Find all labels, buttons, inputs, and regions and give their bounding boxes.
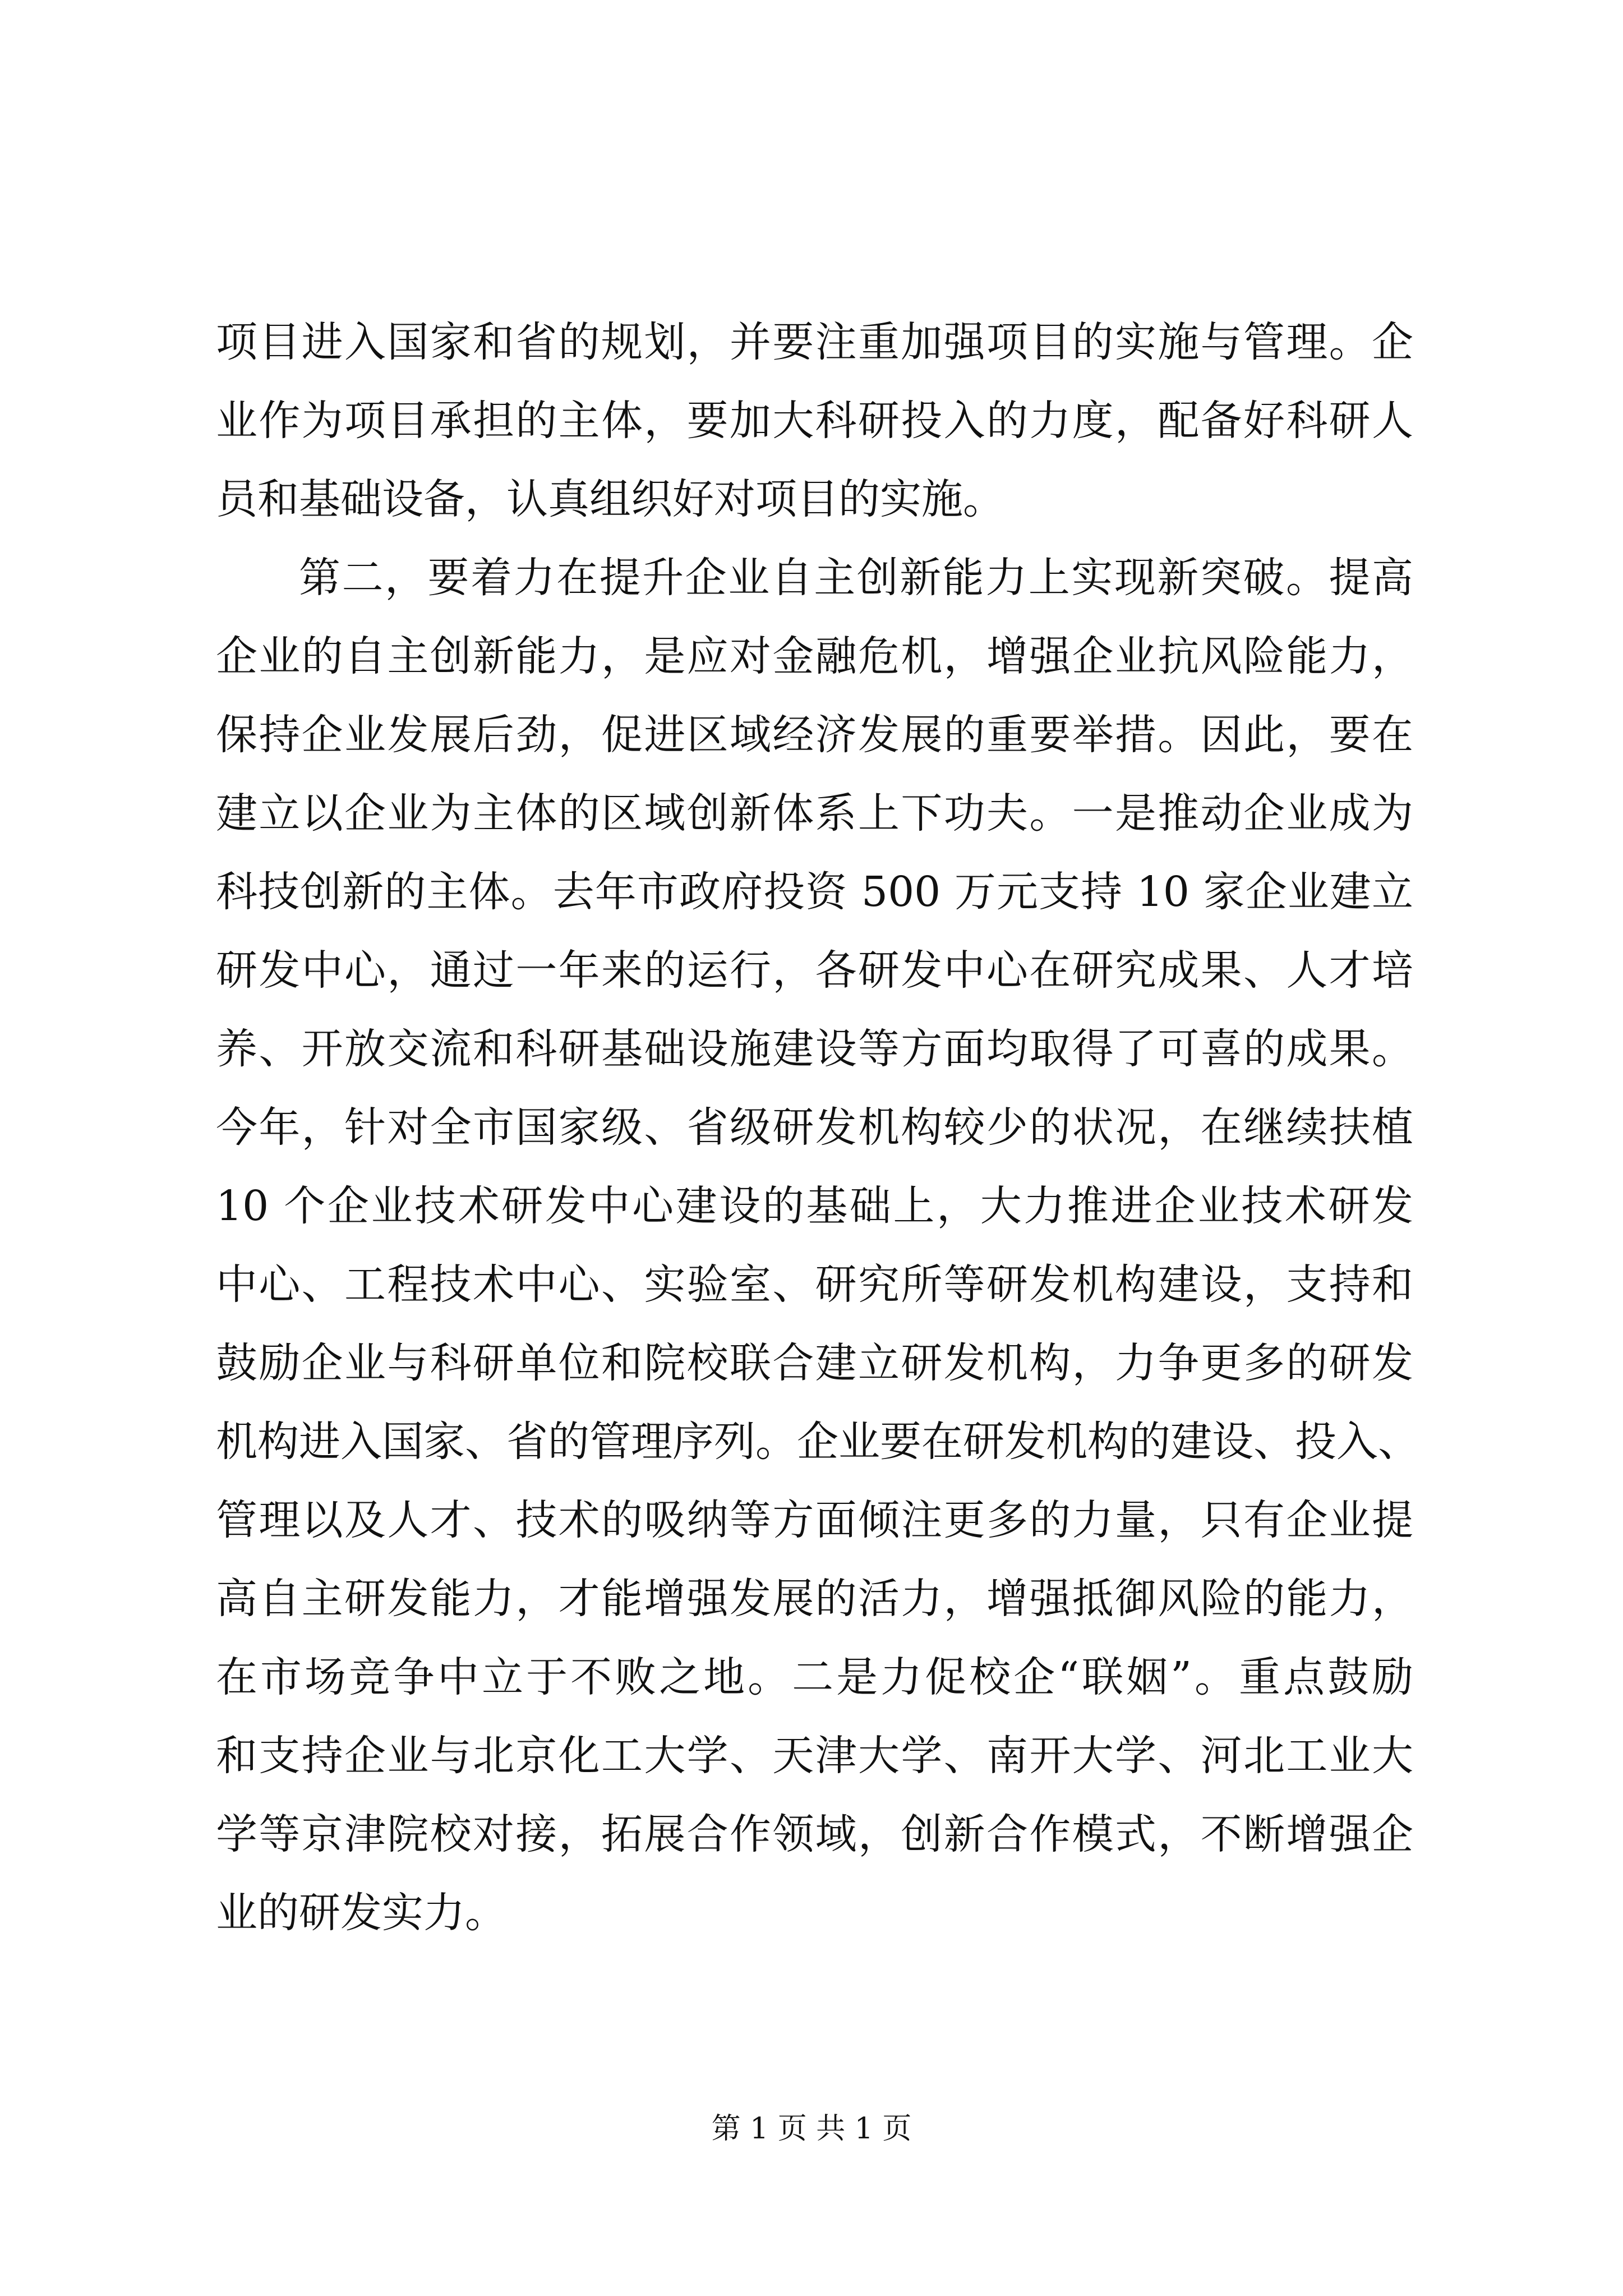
text-line: 鼓励企业与科研单位和院校联合建立研发机构，力争更多的研发 xyxy=(216,1339,1413,1387)
text-line: 高自主研发能力，才能增强发展的活力，增强抵御风险的能力， xyxy=(216,1575,1413,1623)
text-line: 中心、工程技术中心、实验室、研究所等研发机构建设，支持和 xyxy=(216,1260,1413,1309)
paragraph-end-line: 业的研发实力。 xyxy=(216,1889,506,1937)
text-line: 建立以企业为主体的区域创新体系上下功夫。一是推动企业成为 xyxy=(216,789,1413,838)
page-footer xyxy=(0,2109,1623,2148)
text-line: 机构进入国家、省的管理序列。企业要在研发机构的建设、投入、 xyxy=(216,1418,1419,1466)
text-line: 10 个企业技术研发中心建设的基础上，大力推进企业技术研发 xyxy=(216,1182,1413,1230)
text-line: 养、开放交流和科研基础设施建设等方面均取得了可喜的成果。 xyxy=(216,1025,1413,1073)
text-line: 今年，针对全市国家级、省级研发机构较少的状况，在继续扶植 xyxy=(216,1103,1413,1152)
text-line: 保持企业发展后劲，促进区域经济发展的重要举措。因此，要在 xyxy=(216,711,1413,759)
body-text xyxy=(216,303,1419,1952)
text-line: 业作为项目承担的主体，要加大科研投入的力度，配备好科研人 xyxy=(216,397,1413,445)
text-line: 管理以及人才、技术的吸纳等方面倾注更多的力量，只有企业提 xyxy=(216,1496,1413,1544)
page-number-label: 第 1 页 共 1 页 xyxy=(711,2112,912,2146)
text-line: 在市场竞争中立于不败之地。二是力促校企“联姻”。重点鼓励 xyxy=(216,1653,1413,1701)
paragraph-end-line: 员和基础设备，认真组织好对项目的实施。 xyxy=(216,475,1004,523)
text-line: 项目进入国家和省的规划，并要注重加强项目的实施与管理。企 xyxy=(216,318,1413,366)
text-line: 学等京津院校对接，拓展合作领域，创新合作模式，不断增强企 xyxy=(216,1810,1413,1858)
text-line: 科技创新的主体。去年市政府投资 500 万元支持 10 家企业建立 xyxy=(216,868,1413,916)
text-line: 企业的自主创新能力，是应对金融危机，增强企业抗风险能力， xyxy=(216,632,1413,680)
text-line: 研发中心，通过一年来的运行，各研发中心在研究成果、人才培 xyxy=(216,946,1413,995)
paragraph-first-line: 第二，要着力在提升企业自主创新能力上实现新突破。提高 xyxy=(299,554,1413,602)
text-line: 和支持企业与北京化工大学、天津大学、南开大学、河北工业大 xyxy=(216,1732,1413,1780)
